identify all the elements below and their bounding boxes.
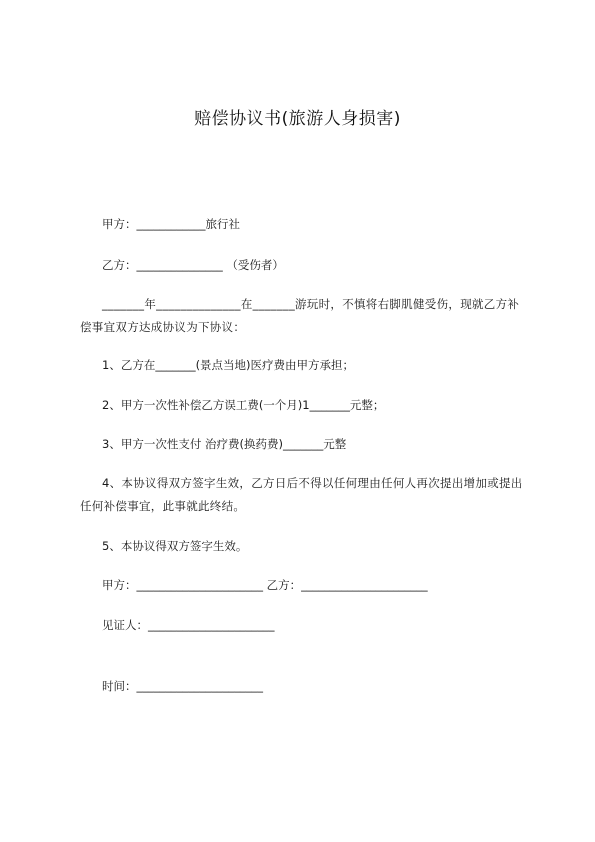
document-title: 赔偿协议书(旅游人身损害) bbox=[194, 109, 401, 129]
clause-2: 2、甲方一次性补偿乙方误工费(一个月)1_______元整； bbox=[102, 398, 385, 412]
party-a-line: 甲方：____________旅行社 bbox=[102, 217, 240, 231]
signature-line: 甲方：______________________ 乙方：______________________ bbox=[102, 578, 428, 592]
clause-3: 3、甲方一次性支付 治疗费(换药费)_______元整 bbox=[102, 437, 347, 451]
clause-1: 1、乙方在_______(景点当地)医疗费由甲方承担； bbox=[102, 358, 355, 372]
incident-paragraph: _______年______________在_______游玩时，不慎将右脚肌健受伤，现就乙方补偿事宜双方达成协议为下协议： bbox=[80, 297, 520, 334]
date-line: 时间：______________________ bbox=[102, 679, 263, 693]
clause-5: 5、本协议得双方签字生效。 bbox=[102, 539, 248, 553]
party-b-line: 乙方：_______________ （受伤者） bbox=[102, 258, 284, 272]
clause-4: 4、本协议得双方签字生效，乙方日后不得以任何理由任何人再次提出增加或提出任何补偿事宜，此事就此终结。 bbox=[80, 476, 523, 513]
witness-line: 见证人：______________________ bbox=[102, 618, 275, 632]
